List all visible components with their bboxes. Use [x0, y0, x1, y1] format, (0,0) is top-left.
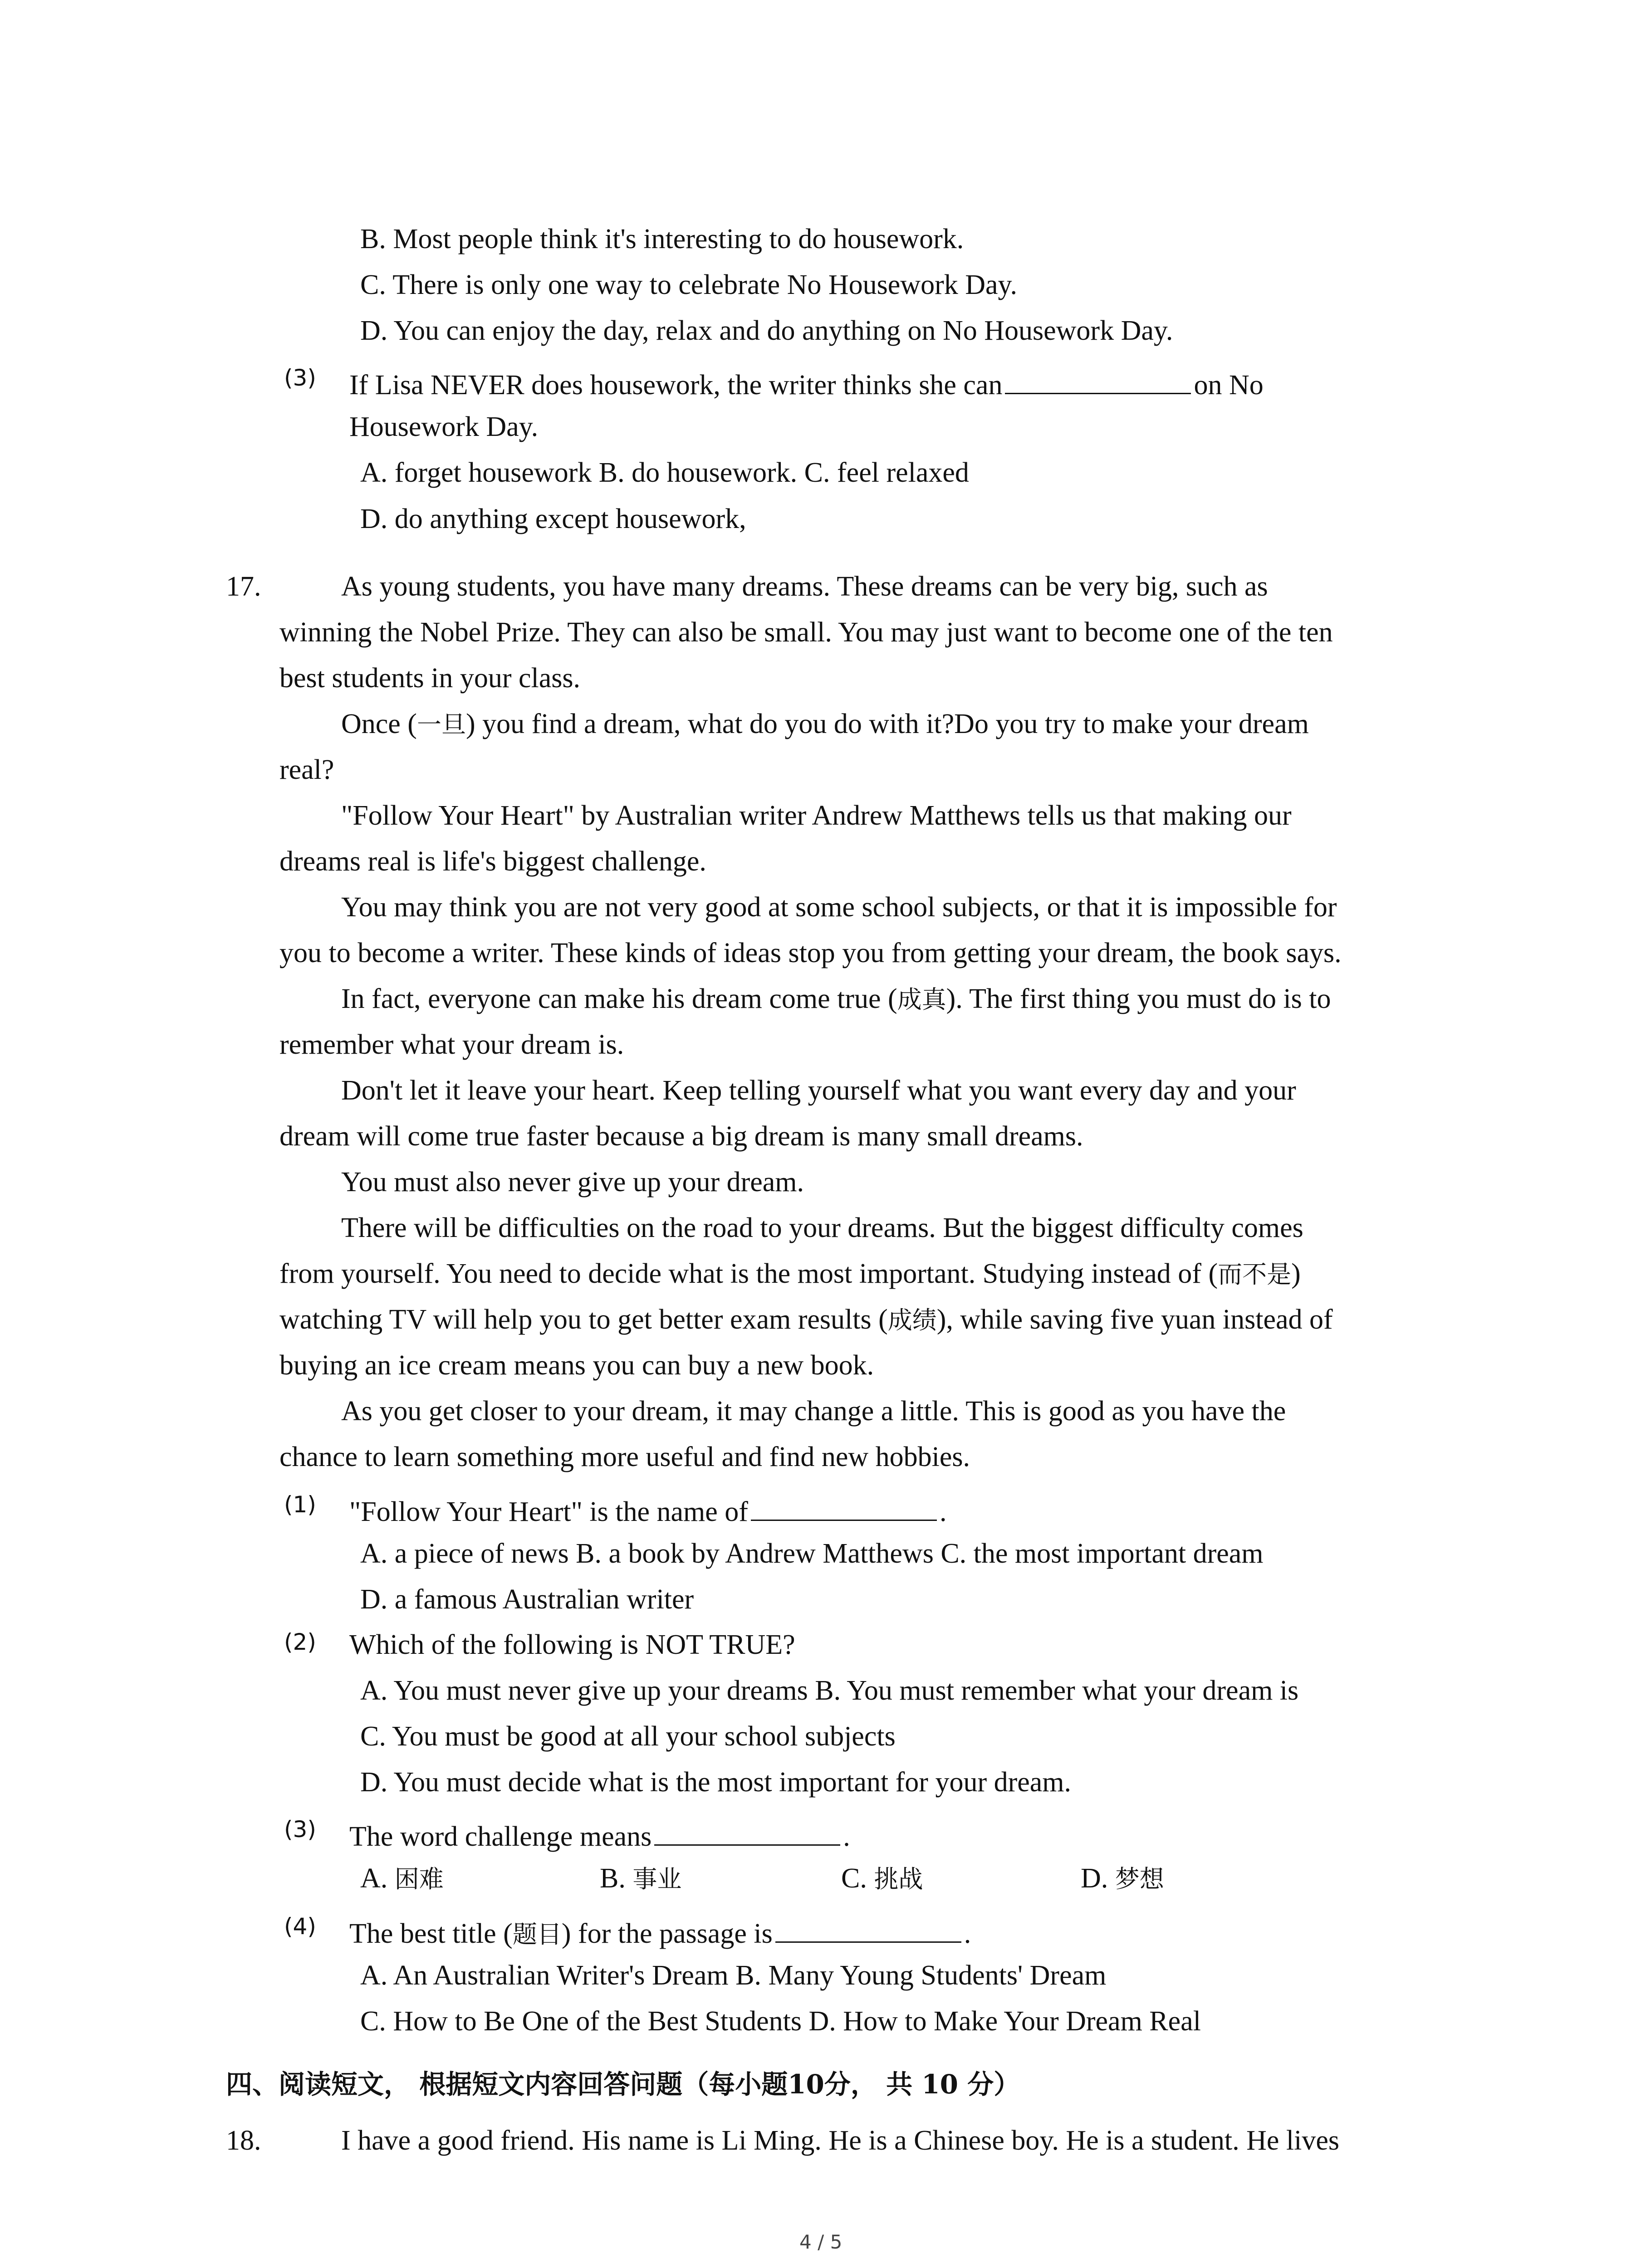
q17-2-option-c: C. You must be good at all your school subjects: [360, 1721, 896, 1752]
question-text: "Follow Your Heart" is the name of: [349, 1496, 748, 1527]
q17-3-stem: The word challenge means .: [349, 1818, 850, 1851]
q16-3-option-d: D. do anything except housework,: [360, 503, 746, 534]
q16-2-option-c: C. There is only one way to celebrate No Housework Day.: [360, 269, 1017, 300]
q17-p8-line1: There will be difficulties on the road to your dreams. But the biggest difficulty comes: [341, 1212, 1303, 1243]
q17-p8-line3: [279, 1305, 1333, 1334]
option-text: 困难: [394, 1865, 444, 1893]
text-segment: ) for the passage is: [561, 1918, 773, 1949]
q16-3-number: (3): [284, 365, 316, 391]
option-letter: C.: [841, 1863, 874, 1894]
q17-4-number: (4): [284, 1913, 316, 1940]
q17-p4-line2: you to become a writer. These kinds of ideas stop you from getting your dream, the book says.: [279, 938, 1342, 968]
q17-1-number: (1): [284, 1491, 316, 1518]
q17-4-options-cd: C. How to Be One of the Best Students D. How to Make Your Dream Real: [360, 2006, 1201, 2037]
q16-3-stem: [349, 367, 1264, 399]
option-letter: D.: [1081, 1863, 1115, 1894]
q17-p5-line2: remember what your dream is.: [279, 1029, 624, 1060]
q17-3-option-b: [600, 1864, 681, 1892]
q17-p8-line2: [279, 1260, 1301, 1288]
option-letter: B.: [600, 1863, 633, 1894]
q17-p1-line3: best students in your class.: [279, 663, 580, 694]
text-segment: Once (: [341, 709, 417, 739]
answer-blank[interactable]: [654, 1818, 840, 1846]
q17-3-option-c: [841, 1864, 923, 1892]
text-segment: ). The first thing you must do is to: [946, 983, 1331, 1014]
text-segment: ), while saving five yuan instead of: [936, 1304, 1333, 1335]
option-text: 事业: [632, 1865, 682, 1893]
q17-p6-line1: Don't let it leave your heart. Keep telling yourself what you want every day and your: [341, 1075, 1296, 1106]
q16-3-stem-end: on No: [1194, 370, 1264, 401]
q17-3-option-a: [360, 1864, 444, 1892]
page-number: 4 / 5: [799, 2231, 843, 2253]
q17-p8-line4: buying an ice cream means you can buy a new book.: [279, 1350, 874, 1381]
q17-p4-line1: You may think you are not very good at some school subjects, or that it is impossible for: [341, 892, 1337, 923]
q16-2-option-b: B. Most people think it's interesting to do housework.: [360, 224, 964, 254]
q17-number: 17.: [226, 571, 261, 602]
q16-3-stem-cont: Housework Day.: [349, 411, 539, 442]
answer-blank[interactable]: [775, 1915, 961, 1943]
q18-line1: I have a good friend. His name is Li Ming. He is a Chinese boy. He is a student. He lives: [341, 2125, 1339, 2156]
text-segment: ) you find a dream, what do you do with it?Do you try to make your dream: [465, 709, 1309, 739]
option-letter: A.: [360, 1863, 395, 1894]
section-heading: 四、阅读短文， 根据短文内容回答问题（每小题10分， 共 10 分）: [226, 2069, 1020, 2100]
q17-p3-line2: dreams real is life's biggest challenge.: [279, 846, 706, 877]
text-segment: watching TV will help you to get better exam results (: [279, 1304, 888, 1335]
q17-p9-line2: chance to learn something more useful and find new hobbies.: [279, 1442, 970, 1472]
q17-p1-line2: winning the Nobel Prize. They can also be small. You may just want to become one of the ten: [279, 617, 1333, 648]
chinese-gloss: 题目: [512, 1920, 562, 1949]
chinese-gloss: 成真: [897, 985, 946, 1014]
q18-number: 18.: [226, 2125, 261, 2156]
question-text: The word challenge means: [349, 1821, 652, 1852]
answer-blank[interactable]: [1005, 367, 1191, 394]
q17-p2-line1: [341, 710, 1309, 738]
option-text: 梦想: [1115, 1865, 1164, 1893]
chinese-gloss: 成绩: [887, 1306, 937, 1334]
text-segment: In fact, everyone can make his dream come true (: [341, 983, 897, 1014]
q17-p7-line1: You must also never give up your dream.: [341, 1167, 804, 1198]
q17-p2-line2: real?: [279, 754, 334, 785]
q17-2-number: (2): [284, 1629, 316, 1655]
q17-1-stem: "Follow Your Heart" is the name of .: [349, 1493, 946, 1526]
option-text: 挑战: [874, 1865, 923, 1893]
q17-2-options-ab: A. You must never give up your dreams B. You must remember what your dream is: [360, 1675, 1299, 1706]
q17-p3-line1: "Follow Your Heart" by Australian writer Andrew Matthews tells us that making our: [341, 800, 1292, 831]
text-segment: from yourself. You need to decide what is the most important. Studying instead of (: [279, 1258, 1218, 1289]
q16-3-stem-start: If Lisa NEVER does housework, the writer thinks she can: [349, 370, 1003, 401]
chinese-gloss: 一旦: [416, 710, 466, 739]
q17-p9-line1: As you get closer to your dream, it may change a little. This is good as you have the: [341, 1396, 1286, 1427]
q17-1-options-abc: A. a piece of news B. a book by Andrew Matthews C. the most important dream: [360, 1538, 1264, 1569]
q17-2-stem: Which of the following is NOT TRUE?: [349, 1629, 795, 1660]
q17-4-stem: The best title (题目) for the passage is .: [349, 1915, 971, 1948]
q16-3-options-abc: A. forget housework B. do housework. C. feel relaxed: [360, 457, 969, 488]
q17-1-option-d: D. a famous Australian writer: [360, 1584, 694, 1615]
q17-p6-line2: dream will come true faster because a big dream is many small dreams.: [279, 1121, 1083, 1152]
text-segment: The best title (: [349, 1918, 513, 1949]
q17-p1-line1: As young students, you have many dreams. These dreams can be very big, such as: [341, 571, 1268, 602]
q17-4-options-ab: A. An Australian Writer's Dream B. Many Young Students' Dream: [360, 1960, 1107, 1991]
q17-3-option-d: [1081, 1864, 1164, 1892]
q17-3-number: (3): [284, 1816, 316, 1843]
q17-2-option-d: D. You must decide what is the most important for your dream.: [360, 1767, 1072, 1798]
q16-2-option-d: D. You can enjoy the day, relax and do anything on No Housework Day.: [360, 315, 1173, 346]
chinese-gloss: 而不是: [1218, 1260, 1292, 1289]
text-segment: ): [1291, 1258, 1301, 1289]
answer-blank[interactable]: [751, 1493, 937, 1521]
q17-p5-line1: [341, 985, 1331, 1013]
